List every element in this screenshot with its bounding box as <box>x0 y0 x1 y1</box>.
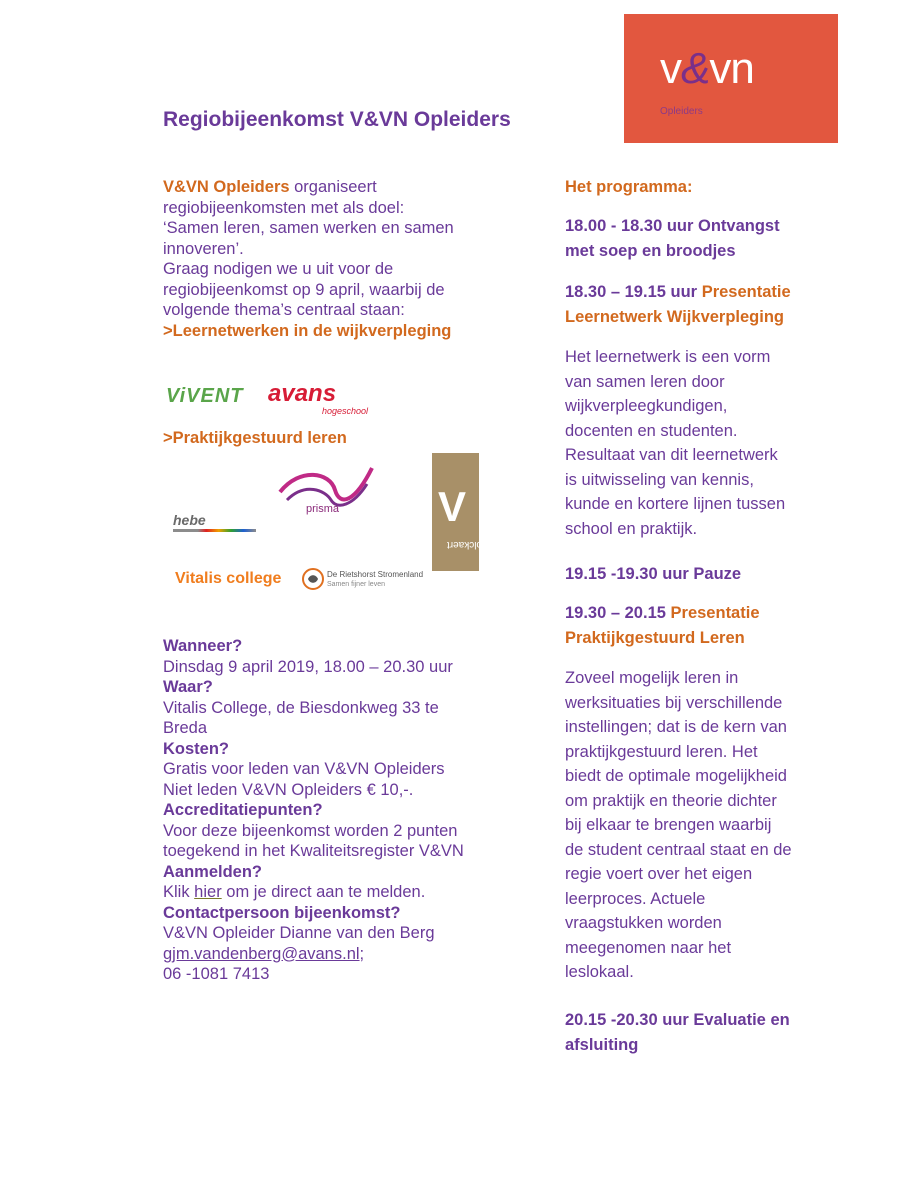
avans-logo: avans <box>268 380 337 407</box>
volckaert-logo: V volckaert <box>432 453 479 571</box>
contact-phone: 06 -1081 7413 <box>163 965 270 983</box>
program-desc-leernetwerk: Het leernetwerk is een vorm van samen leren door wijkverpleegkundigen, docenten en studenten. Resultaat van dit leernetwerk is uitwisseling van kennis, kunde en kortere lijnen tussen school en praktijk. <box>565 348 786 538</box>
contact-email-link[interactable]: gjm.vandenberg@avans.nl <box>163 944 360 963</box>
program-item-pauze: 19.15 -19.30 uur Pauze <box>565 565 742 583</box>
rietshorst-tagline: Samen fijner leven <box>327 581 385 588</box>
rietshorst-logo-icon <box>302 568 324 590</box>
vivent-logo: ViVENT <box>166 385 244 407</box>
theme-leernetwerken: >Leernetwerken in de wijkverpleging <box>163 321 452 340</box>
where-value: Vitalis College, de Biesdonkweg 33 te <box>163 698 439 717</box>
contact-name: V&VN Opleider Dianne van den Berg <box>163 924 435 942</box>
intro-text: V&VN Opleiders organiseert regiobijeenkomsten met als doel: ‘Samen leren, samen werken en samen innoveren’. Graag nodigen we u uit voor de regiobijeenkomst op 9 april, waarbij de volgende thema’s centraal staan: >Leernetwerken in de wijkverpleging <box>163 177 508 341</box>
org-name: V&VN Opleiders <box>163 178 290 196</box>
vvn-opleiders-logo <box>624 14 838 143</box>
accreditation-value: Voor deze bijeenkomst worden 2 punten <box>163 821 458 840</box>
cost-value: Gratis voor leden van V&VN Opleiders <box>163 760 445 778</box>
page-title: Regiobijeenkomst V&VN Opleiders <box>163 108 511 131</box>
when-label: Wanneer? <box>163 637 243 655</box>
rietshorst-logo: De Rietshorst Stromenland <box>327 570 424 579</box>
program-item-reception: 18.00 - 18.30 uur Ontvangst met soep en broodjes <box>565 217 780 260</box>
hebe-logo-bar <box>173 529 256 532</box>
avans-logo-subtitle: hogeschool <box>322 406 369 416</box>
accreditation-label: Accreditatiepunten? <box>163 801 323 819</box>
program-item-praktijkgestuurd: 19.30 – 20.15 Presentatie Praktijkgestuurd Leren <box>565 604 760 647</box>
program-desc-praktijkgestuurd: Zoveel mogelijk leren in werksituaties bij verschillende instellingen; dat is de kern van praktijkgestuurd leren. Het biedt de optimale mogelijkheid om praktijk en theorie dichter bij elkaar te brengen waarbij de student centraal staat en de regie voert over het eigen leerproces. Actuele vraagstukken worden meegenomen naar het leslokaal. <box>565 669 792 981</box>
where-label: Waar? <box>163 678 213 696</box>
contact-label: Contactpersoon bijeenkomst? <box>163 903 401 922</box>
program-item-evaluatie: 20.15 -20.30 uur Evaluatie en afsluiting <box>565 1011 790 1054</box>
when-value: Dinsdag 9 april 2019, 18.00 – 20.30 uur <box>163 657 453 676</box>
program-item-leernetwerk: 18.30 – 19.15 uur Presentatie Leernetwerk Wijkverpleging <box>565 283 791 326</box>
logo-subtitle: Opleiders <box>660 106 703 117</box>
signup-link[interactable]: hier <box>194 883 222 901</box>
logo-wordmark: v&vn <box>660 44 754 93</box>
signup-label: Aanmelden? <box>163 862 263 881</box>
cost-label: Kosten? <box>163 739 229 758</box>
vitalis-college-logo: Vitalis college <box>175 570 282 587</box>
hebe-logo: hebe <box>173 512 206 528</box>
theme-praktijkgestuurd: >Praktijkgestuurd leren <box>163 429 347 447</box>
program-heading: Het programma: <box>565 178 693 196</box>
event-details: Wanneer? Dinsdag 9 april 2019, 18.00 – 20.30 uur Waar? Vitalis College, de Biesdonkweg 33 te Breda Kosten? Gratis voor leden van V&VN Opleiders Niet leden V&VN Opleiders € 10,-. Accreditatiepunten? Voor deze bijeenkomst worden 2 punten toegekend in het Kwaliteitsregister V&VN Aanmelden? Klik hier om je direct aan te melden. Contactpersoon bijeenkomst? V&VN Opleider Dianne van den Berg gjm.vandenberg@avans.nl; 06 -1081 7413 <box>163 636 508 985</box>
signup-text: Klik hier om je direct aan te melden. <box>163 883 426 901</box>
prisma-logo: prisma <box>306 503 340 515</box>
